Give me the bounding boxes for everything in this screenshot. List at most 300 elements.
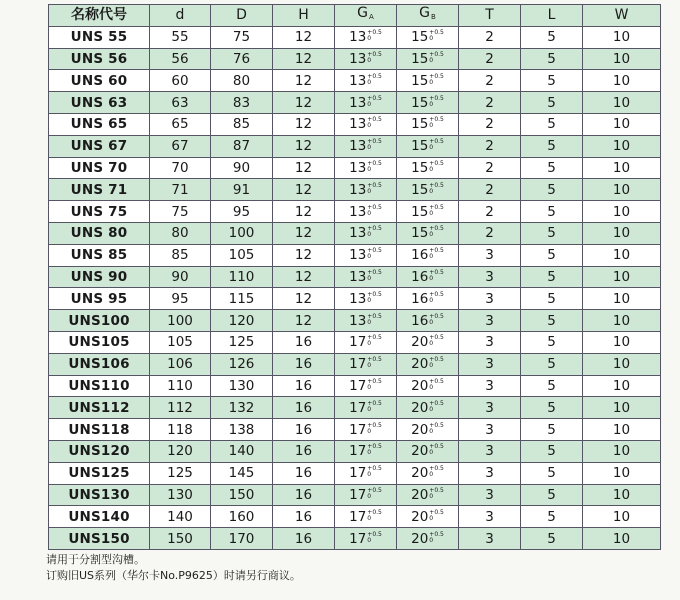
table-row: [49, 70, 661, 92]
cell-value: 145: [228, 465, 255, 482]
cell-d: [211, 113, 273, 135]
cell-d: [150, 419, 211, 441]
tolerance: [367, 444, 382, 456]
cell-l: [521, 70, 583, 92]
tolerance-lower: 0: [367, 144, 372, 152]
tolerance-lower: 0: [429, 318, 434, 326]
cell-d: [150, 70, 211, 92]
cell-code: [49, 440, 150, 462]
cell-value: 3: [485, 312, 494, 329]
tolerance: [367, 96, 382, 108]
cell-d: [211, 528, 273, 550]
cell-value: 5: [547, 72, 556, 89]
table-body: [49, 26, 661, 549]
tolerance-lower: 0: [429, 362, 434, 370]
cell-value: 80: [171, 225, 189, 242]
cell-d: [211, 135, 273, 157]
cell-value: 90: [232, 159, 251, 176]
cell-l: [521, 440, 583, 462]
tolerance-upper: +0.5: [429, 399, 444, 407]
cell-value: 150: [228, 486, 255, 503]
cell-value: UNS 60: [70, 72, 128, 89]
col-header-L: L: [521, 5, 583, 27]
tolerance-upper: +0.5: [429, 530, 444, 538]
cell-value: 5: [547, 225, 556, 242]
cell-l: [521, 484, 583, 506]
cell-l: [521, 113, 583, 135]
tolerance: [429, 183, 444, 195]
cell-d: [211, 92, 273, 114]
cell-value: 10: [612, 181, 631, 198]
cell-d: [150, 353, 211, 375]
cell-ga: [335, 462, 397, 484]
cell-code: [49, 26, 150, 48]
cell-gb: [397, 157, 459, 179]
tolerance-upper: +0.5: [429, 465, 444, 473]
table-row: [49, 48, 661, 70]
footnote-1: 请用于分割型沟槽。: [46, 553, 145, 566]
tolerance: [367, 532, 382, 544]
cell-d: [211, 157, 273, 179]
table-row: [49, 331, 661, 353]
cell-gb: [397, 484, 459, 506]
col-header-GB-label: G: [419, 5, 431, 22]
cell-w: [583, 157, 661, 179]
cell-value: UNS 63: [70, 94, 128, 111]
col-header-d: d: [150, 5, 211, 27]
tolerance-lower: 0: [429, 165, 434, 173]
cell-value: 10: [612, 508, 631, 525]
cell-h: [273, 288, 335, 310]
cell-gb: [397, 506, 459, 528]
cell-t: [459, 135, 521, 157]
cell-value: 55: [171, 29, 189, 46]
cell-ga: [335, 419, 397, 441]
cell-value: 110: [228, 268, 255, 285]
cell-ga: [335, 331, 397, 353]
cell-value: 5: [547, 334, 556, 351]
cell-gb: [397, 397, 459, 419]
cell-value: 138: [228, 421, 255, 438]
cell-value: 170: [228, 530, 255, 547]
cell-value: UNS 65: [70, 116, 128, 133]
cell-value: 10: [612, 94, 631, 111]
tolerance-upper: +0.5: [429, 116, 444, 124]
cell-d: [150, 440, 211, 462]
cell-h: [273, 113, 335, 135]
cell-value: 12: [294, 268, 313, 285]
cell-value: 150: [167, 530, 193, 547]
tolerance: [429, 30, 444, 42]
tolerance: [429, 226, 444, 238]
cell-value: 12: [294, 29, 313, 46]
cell-code: [49, 48, 150, 70]
tolerance-upper: +0.5: [367, 356, 382, 364]
cell-value: 17: [349, 334, 367, 351]
cell-ga: [335, 201, 397, 223]
cell-d: [150, 48, 211, 70]
tolerance: [429, 314, 444, 326]
tolerance-upper: +0.5: [429, 377, 444, 385]
footnote-2: 订购旧US系列（华尔卡No.P9625）时请另行商议。: [46, 569, 301, 582]
cell-w: [583, 48, 661, 70]
cell-value: 3: [485, 268, 494, 285]
cell-h: [273, 528, 335, 550]
cell-value: 10: [612, 138, 631, 155]
cell-gb: [397, 70, 459, 92]
cell-value: 90: [171, 268, 189, 285]
cell-value: 3: [485, 399, 494, 416]
cell-value: 20: [411, 377, 429, 394]
tolerance-upper: +0.5: [429, 508, 444, 516]
cell-value: 15: [411, 181, 429, 198]
cell-value: 12: [294, 94, 313, 111]
tolerance-upper: +0.5: [367, 159, 382, 167]
cell-ga: [335, 26, 397, 48]
tolerance: [367, 248, 382, 260]
cell-code: [49, 462, 150, 484]
cell-value: UNS 75: [70, 203, 128, 220]
cell-gb: [397, 462, 459, 484]
cell-ga: [335, 135, 397, 157]
tolerance-upper: +0.5: [429, 247, 444, 255]
cell-value: UNS105: [68, 334, 130, 351]
cell-value: 13: [349, 247, 367, 264]
cell-value: 20: [411, 530, 429, 547]
col-header-H: H: [273, 5, 335, 27]
tolerance-lower: 0: [429, 340, 434, 348]
cell-code: [49, 266, 150, 288]
tolerance-lower: 0: [367, 78, 372, 86]
tolerance: [429, 379, 444, 391]
cell-value: 63: [171, 94, 189, 111]
cell-ga: [335, 70, 397, 92]
tolerance: [429, 488, 444, 500]
cell-value: 10: [612, 334, 631, 351]
cell-value: 2: [485, 203, 494, 220]
tolerance-upper: +0.5: [429, 268, 444, 276]
cell-value: 13: [349, 312, 367, 329]
cell-gb: [397, 222, 459, 244]
cell-l: [521, 310, 583, 332]
cell-value: 15: [411, 159, 429, 176]
cell-w: [583, 26, 661, 48]
tolerance-upper: +0.5: [429, 312, 444, 320]
tolerance-lower: 0: [367, 427, 372, 435]
table-row: [49, 113, 661, 135]
cell-value: 3: [485, 421, 494, 438]
cell-value: UNS106: [68, 356, 130, 373]
cell-t: [459, 244, 521, 266]
tolerance: [367, 183, 382, 195]
table-row: [49, 310, 661, 332]
cell-value: 12: [294, 312, 313, 329]
cell-w: [583, 310, 661, 332]
cell-value: 13: [349, 203, 367, 220]
cell-value: 132: [228, 399, 255, 416]
cell-value: 16: [411, 268, 429, 285]
cell-t: [459, 201, 521, 223]
col-header-GA-sub: A: [369, 13, 374, 22]
cell-d: [211, 70, 273, 92]
col-header-T: T: [459, 5, 521, 27]
cell-value: 95: [171, 290, 189, 307]
tolerance-lower: 0: [429, 253, 434, 261]
tolerance-lower: 0: [367, 340, 372, 348]
cell-value: 5: [547, 50, 556, 67]
cell-value: 17: [349, 486, 367, 503]
cell-d: [211, 26, 273, 48]
cell-l: [521, 48, 583, 70]
cell-value: 10: [612, 29, 631, 46]
tolerance-upper: +0.5: [429, 138, 444, 146]
cell-h: [273, 331, 335, 353]
cell-value: 3: [485, 530, 494, 547]
cell-value: 17: [349, 399, 367, 416]
cell-value: 16: [294, 334, 313, 351]
cell-t: [459, 440, 521, 462]
cell-value: 5: [547, 530, 556, 547]
tolerance-upper: +0.5: [367, 203, 382, 211]
tolerance-upper: +0.5: [429, 421, 444, 429]
tolerance-lower: 0: [367, 100, 372, 108]
cell-value: 20: [411, 356, 429, 373]
tolerance-lower: 0: [367, 122, 372, 130]
cell-value: UNS140: [68, 508, 130, 525]
cell-d: [211, 288, 273, 310]
cell-w: [583, 419, 661, 441]
cell-d: [211, 419, 273, 441]
table-row: [49, 528, 661, 550]
table-row: [49, 484, 661, 506]
cell-value: 5: [547, 312, 556, 329]
cell-t: [459, 310, 521, 332]
cell-value: 2: [485, 29, 494, 46]
cell-value: 15: [411, 50, 429, 67]
cell-t: [459, 157, 521, 179]
cell-value: 12: [294, 138, 313, 155]
cell-value: 5: [547, 290, 556, 307]
cell-h: [273, 266, 335, 288]
cell-w: [583, 179, 661, 201]
tolerance: [367, 379, 382, 391]
cell-w: [583, 113, 661, 135]
cell-d: [211, 48, 273, 70]
cell-gb: [397, 179, 459, 201]
cell-t: [459, 266, 521, 288]
cell-value: UNS118: [68, 421, 130, 438]
cell-w: [583, 70, 661, 92]
cell-value: 10: [612, 421, 631, 438]
tolerance-upper: +0.5: [367, 94, 382, 102]
cell-value: 15: [411, 94, 429, 111]
tolerance-lower: 0: [429, 56, 434, 64]
tolerance-lower: 0: [367, 56, 372, 64]
cell-h: [273, 179, 335, 201]
cell-value: 3: [485, 377, 494, 394]
tolerance: [367, 292, 382, 304]
cell-value: 16: [294, 486, 313, 503]
cell-value: 5: [547, 268, 556, 285]
cell-value: 75: [232, 29, 251, 46]
cell-ga: [335, 375, 397, 397]
cell-value: 13: [349, 50, 367, 67]
cell-value: 17: [349, 508, 367, 525]
cell-value: 2: [485, 138, 494, 155]
tolerance-upper: +0.5: [367, 268, 382, 276]
cell-w: [583, 266, 661, 288]
cell-value: 10: [612, 312, 631, 329]
cell-d: [150, 113, 211, 135]
tolerance-lower: 0: [367, 471, 372, 479]
cell-value: UNS112: [68, 399, 130, 416]
cell-l: [521, 179, 583, 201]
cell-d: [150, 26, 211, 48]
cell-d: [211, 331, 273, 353]
cell-ga: [335, 528, 397, 550]
cell-value: 13: [349, 268, 367, 285]
cell-gb: [397, 92, 459, 114]
tolerance-lower: 0: [429, 471, 434, 479]
cell-gb: [397, 201, 459, 223]
cell-value: 12: [294, 290, 313, 307]
cell-ga: [335, 48, 397, 70]
cell-value: 5: [547, 159, 556, 176]
cell-value: 16: [411, 312, 429, 329]
cell-code: [49, 157, 150, 179]
tolerance-lower: 0: [429, 78, 434, 86]
cell-value: 13: [349, 72, 367, 89]
cell-value: UNS120: [68, 443, 130, 460]
footnotes: [46, 552, 301, 584]
cell-d: [211, 375, 273, 397]
cell-value: UNS 67: [70, 138, 128, 155]
cell-value: 5: [547, 138, 556, 155]
cell-h: [273, 92, 335, 114]
cell-value: 16: [294, 443, 313, 460]
tolerance-upper: +0.5: [367, 465, 382, 473]
tolerance: [367, 52, 382, 64]
cell-w: [583, 506, 661, 528]
cell-value: 85: [232, 116, 251, 133]
tolerance-upper: +0.5: [367, 421, 382, 429]
cell-value: 125: [228, 334, 255, 351]
col-header-W: W: [583, 5, 661, 27]
cell-ga: [335, 113, 397, 135]
cell-w: [583, 244, 661, 266]
cell-value: 10: [612, 268, 631, 285]
cell-value: 15: [411, 138, 429, 155]
cell-value: 112: [167, 399, 193, 416]
cell-value: 70: [171, 159, 189, 176]
cell-ga: [335, 244, 397, 266]
cell-t: [459, 179, 521, 201]
cell-ga: [335, 288, 397, 310]
tolerance-lower: 0: [429, 122, 434, 130]
tolerance-upper: +0.5: [429, 94, 444, 102]
cell-value: 120: [228, 312, 255, 329]
cell-d: [150, 179, 211, 201]
cell-value: 10: [612, 290, 631, 307]
tolerance-lower: 0: [367, 296, 372, 304]
cell-value: 3: [485, 508, 494, 525]
cell-ga: [335, 484, 397, 506]
cell-h: [273, 201, 335, 223]
cell-value: 3: [485, 334, 494, 351]
cell-value: 12: [294, 225, 313, 242]
cell-value: UNS 55: [70, 29, 128, 46]
cell-t: [459, 462, 521, 484]
table-row: [49, 26, 661, 48]
cell-d: [150, 92, 211, 114]
tolerance-lower: 0: [367, 187, 372, 195]
cell-value: 125: [167, 465, 193, 482]
cell-ga: [335, 179, 397, 201]
cell-t: [459, 484, 521, 506]
cell-gb: [397, 375, 459, 397]
cell-value: 76: [232, 50, 251, 67]
cell-ga: [335, 92, 397, 114]
tolerance-lower: 0: [429, 514, 434, 522]
cell-d: [211, 506, 273, 528]
cell-code: [49, 288, 150, 310]
cell-value: 67: [171, 138, 189, 155]
cell-gb: [397, 310, 459, 332]
cell-value: 3: [485, 486, 494, 503]
cell-d: [150, 266, 211, 288]
cell-value: 5: [547, 486, 556, 503]
cell-ga: [335, 397, 397, 419]
cell-w: [583, 397, 661, 419]
tolerance: [367, 401, 382, 413]
cell-d: [150, 397, 211, 419]
col-header-GB: [397, 5, 459, 27]
cell-value: UNS100: [68, 312, 130, 329]
tolerance-lower: 0: [367, 253, 372, 261]
cell-value: 10: [612, 486, 631, 503]
cell-value: 5: [547, 203, 556, 220]
tolerance: [367, 314, 382, 326]
cell-d: [150, 310, 211, 332]
cell-d: [150, 288, 211, 310]
cell-value: 5: [547, 399, 556, 416]
cell-value: 16: [294, 356, 313, 373]
tolerance-upper: +0.5: [367, 399, 382, 407]
col-header-GA-label: G: [357, 5, 369, 22]
cell-d: [211, 179, 273, 201]
cell-value: UNS 90: [70, 268, 128, 285]
cell-value: 10: [612, 399, 631, 416]
cell-value: 105: [167, 334, 193, 351]
cell-w: [583, 375, 661, 397]
tolerance: [429, 248, 444, 260]
tolerance-upper: +0.5: [429, 181, 444, 189]
cell-d: [150, 201, 211, 223]
cell-gb: [397, 266, 459, 288]
cell-code: [49, 506, 150, 528]
cell-value: 10: [612, 356, 631, 373]
cell-gb: [397, 353, 459, 375]
tolerance-lower: 0: [429, 100, 434, 108]
tolerance: [367, 30, 382, 42]
cell-d: [211, 353, 273, 375]
tolerance-lower: 0: [367, 449, 372, 457]
tolerance: [367, 488, 382, 500]
cell-value: 16: [411, 247, 429, 264]
cell-value: 56: [171, 50, 189, 67]
cell-code: [49, 419, 150, 441]
tolerance-lower: 0: [429, 449, 434, 457]
